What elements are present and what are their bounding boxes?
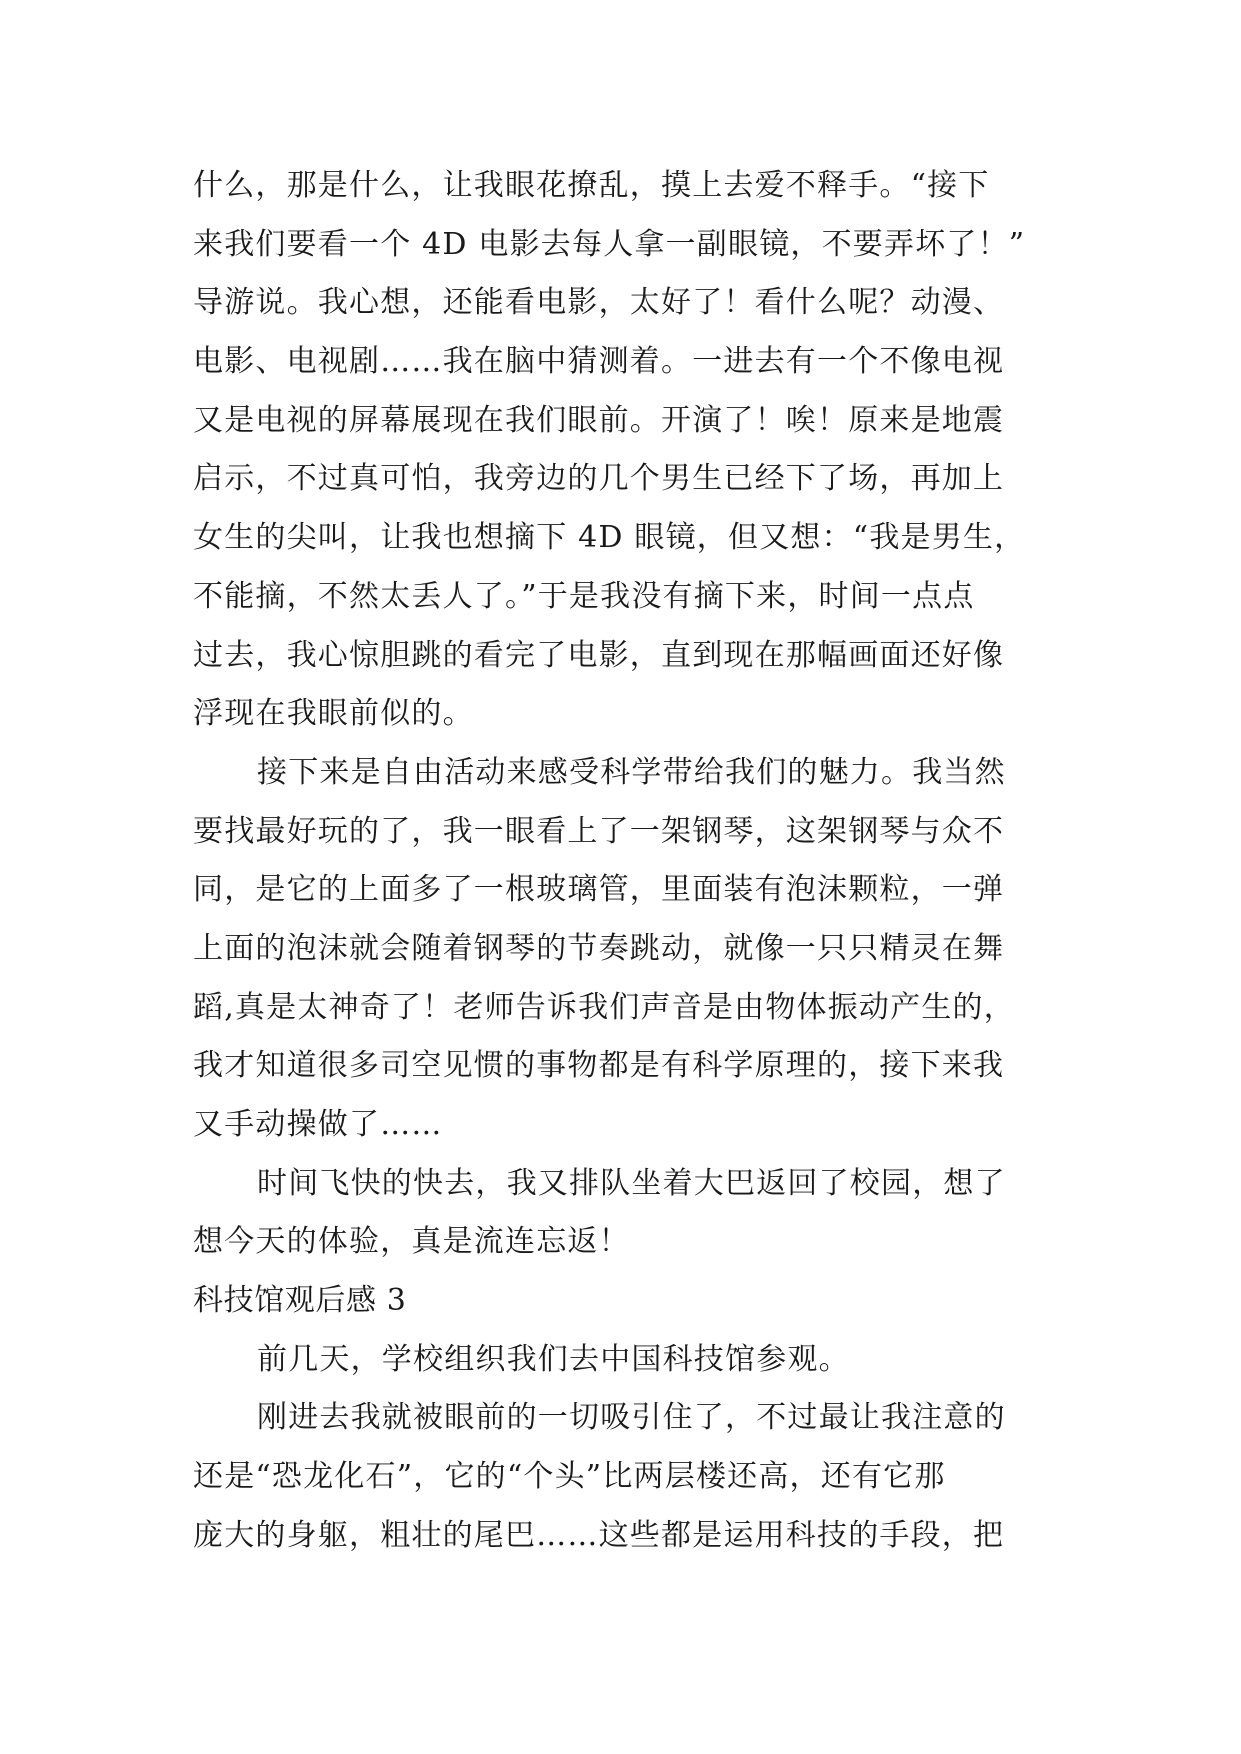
text-line: 电影、电视剧……我在脑中猜测着。一进去有一个不像电视	[193, 344, 1005, 380]
text-line: 过去，我心惊胆跳的看完了电影，直到现在那幅画面还好像	[193, 637, 1005, 673]
paragraph-start-line: 时间飞快的快去，我又排队坐着大巴返回了校园，想了	[257, 1165, 1006, 1201]
paragraph-start-line: 刚进去我就被眼前的一切吸引住了，不过最让我注意的	[257, 1400, 1006, 1436]
document-body	[193, 157, 1053, 1566]
text-line: 想今天的体验，真是流连忘返！	[193, 1224, 630, 1260]
text-line: 还是“恐龙化石”，它的“个头”比两层楼还高，还有它那	[193, 1459, 946, 1495]
paragraph-start-line: 接下来是自由活动来感受科学带给我们的魅力。我当然	[257, 754, 1006, 790]
text-line: 什么，那是什么，让我眼花撩乱，摸上去爱不释手。“接下	[193, 168, 990, 203]
text-line: 上面的泡沫就会随着钢琴的节奏跳动，就像一只只精灵在舞	[193, 930, 1005, 966]
text-line: 同，是它的上面多了一根玻璃管，里面装有泡沫颗粒，一弹	[193, 872, 1005, 908]
text-line: 女生的尖叫，让我也想摘下 4D 眼镜，但又想：“我是男生，	[193, 520, 1026, 556]
text-line: 又手动操做了……	[193, 1107, 443, 1142]
paragraph-start-line: 前几天，学校组织我们去中国科技馆参观。	[257, 1341, 850, 1377]
section-heading: 科技馆观后感 3	[193, 1283, 407, 1319]
text-line: 要找最好玩的了，我一眼看上了一架钢琴，这架钢琴与众不	[193, 813, 1005, 849]
text-line: 我才知道很多司空见惯的事物都是有科学原理的，接下来我	[193, 1048, 1005, 1084]
text-line: 不能摘，不然太丢人了。”于是我没有摘下来，时间一点点	[193, 578, 975, 614]
text-line: 又是电视的屏幕展现在我们眼前。开演了！唉！原来是地震	[193, 402, 1005, 438]
text-line: 浮现在我眼前似的。	[193, 696, 474, 732]
text-line: 来我们要看一个 4D 电影去每人拿一副眼镜，不要弄坏了！”	[193, 226, 1026, 262]
text-line: 启示，不过真可怕，我旁边的几个男生已经下了场，再加上	[193, 461, 1005, 497]
text-line: 导游说。我心想，还能看电影，太好了！看什么呢？动漫、	[193, 285, 1005, 321]
text-line: 庞大的身躯，粗壮的尾巴……这些都是运用科技的手段，把	[193, 1517, 1005, 1553]
text-line: 蹈,真是太神奇了！老师告诉我们声音是由物体振动产生的，	[193, 989, 1015, 1025]
